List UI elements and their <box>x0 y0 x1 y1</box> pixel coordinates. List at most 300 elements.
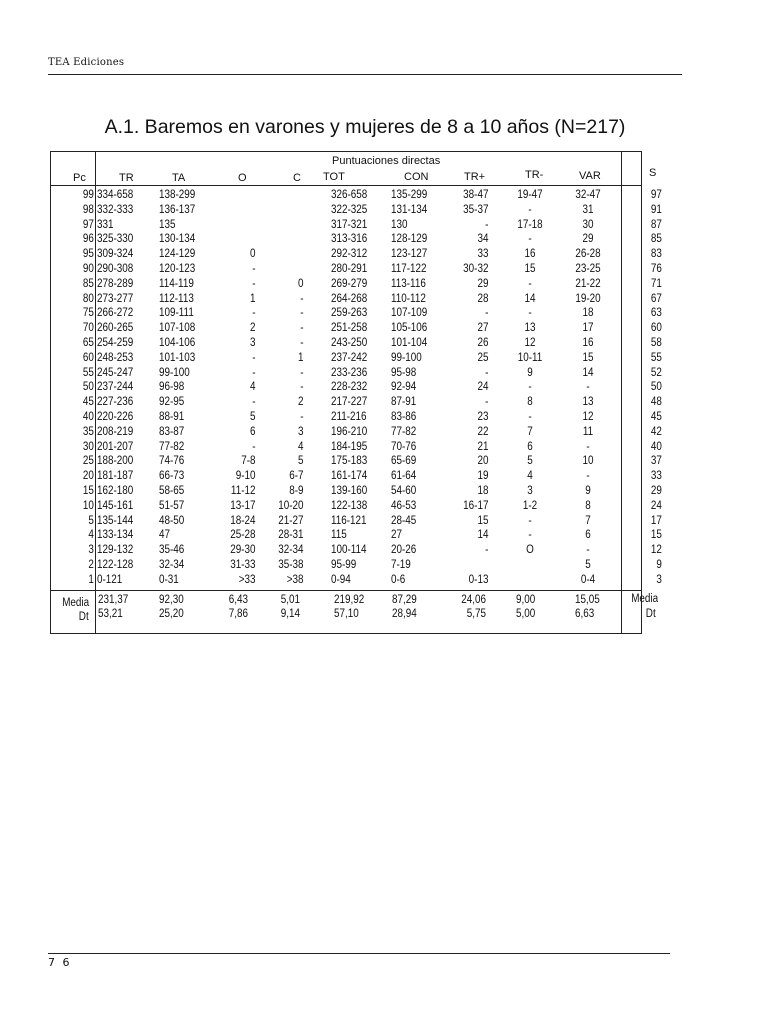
cell-tr: 325-330 <box>97 233 134 246</box>
media-label: Media <box>62 597 90 609</box>
cell-s: 60 <box>650 322 662 335</box>
cell-tot: 115 <box>331 529 347 542</box>
cell-con: 65-69 <box>391 455 417 468</box>
dt-value-tr: 53,21 <box>98 608 123 620</box>
cell-con: 28-45 <box>391 514 417 527</box>
cell-tot: 326-658 <box>331 189 368 201</box>
cell-trminus: - <box>528 203 532 216</box>
cell-ta: 124-129 <box>159 248 196 261</box>
cell-tot: 259-263 <box>331 307 368 320</box>
cell-tot: 217-227 <box>331 396 368 409</box>
s-media-label: Media <box>631 593 659 605</box>
cell-var: 5 <box>585 559 591 571</box>
cell-ta: 104-106 <box>159 337 196 349</box>
cell-o: - <box>252 307 256 320</box>
dt-value-ta: 25,20 <box>159 608 184 620</box>
cell-trminus: - <box>528 514 532 527</box>
media-value-tr: 231,37 <box>98 594 129 606</box>
cell-o: 29-30 <box>230 544 256 557</box>
cell-tot: 280-291 <box>331 263 368 275</box>
cell-ta: 120-123 <box>159 263 196 275</box>
cell-c: 4 <box>298 440 304 453</box>
cell-var: 15 <box>582 351 594 364</box>
footer-divider <box>50 590 642 591</box>
cell-ta: 47 <box>159 529 171 542</box>
cell-trminus: 12 <box>524 337 536 349</box>
cell-ta: 74-76 <box>159 455 185 468</box>
cell-s: 42 <box>650 425 662 438</box>
cell-c: - <box>300 337 304 349</box>
cell-o: - <box>252 351 256 364</box>
cell-pc: 2 <box>88 559 94 571</box>
cell-trminus: 16 <box>524 248 536 261</box>
cell-pc: 95 <box>82 248 94 261</box>
cell-trminus: 3 <box>527 485 533 497</box>
cell-trminus: 8 <box>527 396 533 409</box>
cell-trplus: 16-17 <box>462 499 488 512</box>
cell-s: 97 <box>650 189 662 201</box>
cell-con: 128-129 <box>391 233 428 246</box>
cell-tr: 290-308 <box>97 263 134 275</box>
cell-con: 54-60 <box>391 485 417 497</box>
cell-trminus: - <box>528 529 532 542</box>
cell-trplus: 15 <box>476 514 488 527</box>
cell-tr: 145-161 <box>97 499 134 512</box>
cell-trminus: 15 <box>524 263 536 275</box>
cell-s: 9 <box>656 559 662 571</box>
cell-con: 95-98 <box>391 366 417 379</box>
cell-tot: 95-99 <box>331 559 357 571</box>
s-dt-label: Dt <box>645 608 656 620</box>
cell-trminus: 13 <box>524 322 536 335</box>
cell-con: 101-104 <box>391 337 428 349</box>
cell-o: 9-10 <box>236 470 256 483</box>
dt-value-trminus: 5,00 <box>516 608 536 620</box>
cell-tot: 243-250 <box>331 337 368 349</box>
cell-tr: 0-121 <box>97 573 123 586</box>
cell-s: 48 <box>650 396 662 409</box>
cell-o: 31-33 <box>230 559 256 571</box>
col-header-var: VAR <box>579 170 601 182</box>
publisher-header: TEA Ediciones <box>48 57 125 68</box>
cell-o: - <box>252 263 256 275</box>
cell-c: 35-38 <box>278 559 304 571</box>
cell-tr: 135-144 <box>97 514 134 527</box>
cell-trminus: 6 <box>527 440 533 453</box>
cell-var: 7 <box>585 514 591 527</box>
cell-s: 37 <box>650 455 662 468</box>
cell-tot: 100-114 <box>331 544 367 557</box>
cell-con: 123-127 <box>391 248 428 261</box>
cell-trminus: - <box>528 277 532 290</box>
cell-trplus: 20 <box>476 455 488 468</box>
dt-value-o: 7,86 <box>228 608 248 620</box>
cell-trminus: 4 <box>527 470 533 483</box>
cell-s: 76 <box>650 263 662 275</box>
cell-ta: 136-137 <box>159 203 196 216</box>
cell-s: 83 <box>650 248 662 261</box>
cell-pc: 85 <box>82 277 94 290</box>
cell-var: - <box>586 381 590 394</box>
cell-trminus: 17-18 <box>517 218 543 231</box>
cell-trplus: 28 <box>476 292 488 305</box>
cell-var: - <box>586 440 590 453</box>
cell-con: 7-19 <box>391 559 411 571</box>
cell-s: 67 <box>650 292 662 305</box>
dt-value-var: 6,63 <box>575 608 595 620</box>
cell-pc: 5 <box>88 514 94 527</box>
cell-ta: 48-50 <box>159 514 185 527</box>
cell-trminus: - <box>528 233 532 246</box>
cell-tr: 332-333 <box>97 203 134 216</box>
cell-pc: 80 <box>82 292 94 305</box>
cell-c: 6-7 <box>289 470 304 483</box>
cell-ta: 32-34 <box>159 559 185 571</box>
cell-tr: 254-259 <box>97 337 134 349</box>
cell-tot: 264-268 <box>331 292 368 305</box>
cell-c: - <box>300 307 304 320</box>
cell-ta: 109-111 <box>159 307 194 320</box>
cell-ta: 58-65 <box>159 485 185 497</box>
cell-tr: 245-247 <box>97 366 134 379</box>
cell-tot: 175-183 <box>331 455 368 468</box>
cell-o: 25-28 <box>230 529 256 542</box>
cell-tr: 237-244 <box>97 381 134 394</box>
cell-o: 4 <box>250 381 256 394</box>
cell-tot: 317-321 <box>331 218 368 231</box>
cell-c: - <box>300 292 304 305</box>
cell-con: 113-116 <box>391 277 426 290</box>
col-header-c: C <box>293 172 301 184</box>
cell-tot: 251-258 <box>331 322 368 335</box>
cell-tr: 133-134 <box>97 529 134 542</box>
cell-s: 33 <box>650 470 662 483</box>
cell-trplus: 27 <box>476 322 488 335</box>
cell-ta: 107-108 <box>159 322 196 335</box>
cell-s: 63 <box>650 307 662 320</box>
cell-c: 8-9 <box>289 485 304 497</box>
media-value-var: 15,05 <box>575 594 600 606</box>
cell-o: 13-17 <box>230 499 256 512</box>
cell-con: 77-82 <box>391 425 417 438</box>
cell-ta: 114-119 <box>159 277 194 290</box>
cell-var: 6 <box>585 529 591 542</box>
cell-tr: 273-277 <box>97 292 134 305</box>
cell-var: 26-28 <box>575 248 601 261</box>
cell-pc: 96 <box>82 233 94 246</box>
cell-trplus: - <box>484 218 488 231</box>
cell-var: 31 <box>582 203 594 216</box>
dt-value-trplus: 5,75 <box>466 608 486 620</box>
media-value-tot: 219,92 <box>334 594 365 606</box>
cell-trplus: 14 <box>476 529 488 542</box>
cell-o: 2 <box>250 322 256 335</box>
cell-o: 0 <box>250 248 256 261</box>
cell-tr: 220-226 <box>97 411 134 423</box>
cell-con: 131-134 <box>391 203 428 216</box>
cell-trplus: 0-13 <box>468 573 488 586</box>
cell-ta: 130-134 <box>159 233 196 246</box>
cell-c: - <box>300 322 304 335</box>
cell-var: 12 <box>582 411 594 423</box>
cell-con: 27 <box>391 529 403 542</box>
cell-con: 92-94 <box>391 381 417 394</box>
cell-trplus: 33 <box>476 248 488 261</box>
cell-con: 107-109 <box>391 307 428 320</box>
cell-con: 61-64 <box>391 470 417 483</box>
cell-pc: 30 <box>82 440 94 453</box>
cell-tr: 278-289 <box>97 277 134 290</box>
cell-trminus: 14 <box>524 292 536 305</box>
cell-tr: 266-272 <box>97 307 134 320</box>
cell-con: 46-53 <box>391 499 417 512</box>
group-header: Puntuaciones directas <box>332 155 441 167</box>
col-header-s: S <box>649 167 657 179</box>
cell-o: 11-12 <box>231 485 256 497</box>
cell-pc: 20 <box>82 470 94 483</box>
cell-trplus: 34 <box>476 233 488 246</box>
cell-trplus: 21 <box>476 440 488 453</box>
cell-var: 9 <box>585 485 591 497</box>
cell-tr: 227-236 <box>97 396 134 409</box>
cell-var: 14 <box>582 366 594 379</box>
cell-c: 1 <box>298 351 304 364</box>
col-header-tr: TR <box>119 172 134 184</box>
media-value-trplus: 24,06 <box>461 594 486 606</box>
cell-o: 3 <box>250 337 256 349</box>
cell-tot: 228-232 <box>331 381 368 394</box>
cell-trminus: - <box>528 411 532 423</box>
cell-c: 32-34 <box>278 544 304 557</box>
cell-tr: 309-324 <box>97 248 134 261</box>
cell-tr: 201-207 <box>97 440 134 453</box>
cell-var: - <box>586 470 590 483</box>
cell-c: 2 <box>298 396 304 409</box>
cell-c: - <box>300 366 304 379</box>
col-header-con: CON <box>404 171 429 183</box>
col-header-trminus: TR- <box>525 169 544 181</box>
cell-c: 0 <box>298 277 304 290</box>
cell-trplus: 26 <box>476 337 488 349</box>
cell-tot: 0-94 <box>331 573 351 586</box>
cell-pc: 99 <box>82 189 94 201</box>
cell-o: - <box>252 396 256 409</box>
cell-ta: 112-113 <box>159 292 194 305</box>
cell-c: 5 <box>298 455 304 468</box>
cell-trminus: 19-47 <box>517 189 543 201</box>
cell-o: - <box>252 366 256 379</box>
cell-trminus: - <box>528 381 532 394</box>
cell-tr: 334-658 <box>97 189 134 201</box>
cell-var: 17 <box>582 322 594 335</box>
cell-trminus: 10-11 <box>517 351 543 364</box>
col-header-pc: Pc <box>73 172 86 184</box>
media-value-trminus: 9,00 <box>516 594 536 606</box>
cell-trplus: 25 <box>476 351 488 364</box>
cell-ta: 135 <box>159 218 176 231</box>
cell-ta: 96-98 <box>159 381 185 394</box>
cell-var: 30 <box>582 218 594 231</box>
cell-tot: 184-195 <box>331 440 368 453</box>
cell-pc: 55 <box>82 366 94 379</box>
dt-label: Dt <box>78 611 89 623</box>
cell-con: 83-86 <box>391 411 417 423</box>
cell-trplus: - <box>484 544 488 557</box>
cell-s: 24 <box>650 499 662 512</box>
cell-var: 13 <box>582 396 594 409</box>
cell-pc: 45 <box>82 396 94 409</box>
cell-tot: 116-121 <box>331 514 367 527</box>
cell-s: 12 <box>650 544 662 557</box>
cell-o: 6 <box>250 425 256 438</box>
col-header-trplus: TR+ <box>464 171 486 183</box>
cell-o: 5 <box>250 411 256 423</box>
cell-tot: 196-210 <box>331 425 368 438</box>
cell-trplus: - <box>484 396 488 409</box>
cell-tr: 260-265 <box>97 322 134 335</box>
cell-trminus: O <box>526 544 534 557</box>
cell-c: - <box>300 381 304 394</box>
cell-o: - <box>252 277 256 290</box>
dt-value-con: 28,94 <box>392 608 417 620</box>
media-value-c: 5,01 <box>280 594 300 606</box>
cell-trplus: 35-37 <box>462 203 488 216</box>
cell-tot: 139-160 <box>331 485 368 497</box>
cell-tot: 233-236 <box>331 366 368 379</box>
cell-pc: 4 <box>88 529 94 542</box>
cell-trplus: - <box>484 307 488 320</box>
cell-ta: 77-82 <box>159 440 185 453</box>
cell-var: 29 <box>582 233 594 246</box>
cell-pc: 3 <box>88 544 94 557</box>
cell-s: 17 <box>650 514 662 527</box>
page-number: 7 6 <box>48 956 72 969</box>
cell-o: - <box>252 440 256 453</box>
cell-var: 19-20 <box>575 292 601 305</box>
cell-var: 32-47 <box>575 189 601 201</box>
cell-tot: 237-242 <box>331 351 368 364</box>
cell-c: 28-31 <box>278 529 304 542</box>
cell-pc: 25 <box>82 455 94 468</box>
dt-value-tot: 57,10 <box>334 608 359 620</box>
cell-con: 117-122 <box>391 263 427 275</box>
cell-var: 10 <box>582 455 594 468</box>
cell-trminus: 7 <box>527 425 533 438</box>
cell-pc: 15 <box>82 485 94 497</box>
cell-s: 71 <box>650 277 662 290</box>
cell-con: 135-299 <box>391 189 428 201</box>
dt-value-c: 9,14 <box>280 608 300 620</box>
cell-tot: 269-279 <box>331 277 368 290</box>
col-header-o: O <box>238 172 247 184</box>
cell-tr: 188-200 <box>97 455 134 468</box>
cell-trplus: 29 <box>476 277 488 290</box>
cell-var: 21-22 <box>575 277 601 290</box>
cell-var: 18 <box>582 307 594 320</box>
cell-var: - <box>586 544 590 557</box>
cell-ta: 88-91 <box>159 411 185 423</box>
cell-o: 1 <box>250 292 256 305</box>
cell-trminus: 1-2 <box>522 499 538 512</box>
header-rule <box>48 74 682 75</box>
cell-tr: 331 <box>97 218 114 231</box>
cell-trplus: 19 <box>476 470 488 483</box>
cell-c: 3 <box>298 425 304 438</box>
cell-tot: 313-316 <box>331 233 368 246</box>
cell-o: >33 <box>239 573 256 586</box>
cell-trminus: - <box>528 307 532 320</box>
cell-pc: 98 <box>82 203 94 216</box>
cell-o: 7-8 <box>241 455 256 468</box>
cell-ta: 66-73 <box>159 470 185 483</box>
cell-tr: 181-187 <box>97 470 134 483</box>
cell-trplus: 23 <box>476 411 488 423</box>
cell-pc: 65 <box>82 337 94 349</box>
cell-tr: 162-180 <box>97 485 134 497</box>
media-value-o: 6,43 <box>228 594 248 606</box>
cell-s: 15 <box>650 529 662 542</box>
col-header-ta: TA <box>172 172 186 184</box>
cell-tot: 211-216 <box>331 411 367 423</box>
cell-s: 52 <box>650 366 662 379</box>
cell-c: 21-27 <box>278 514 304 527</box>
cell-s: 50 <box>650 381 662 394</box>
media-value-con: 87,29 <box>392 594 417 606</box>
cell-pc: 60 <box>82 351 94 364</box>
cell-trminus: 9 <box>527 366 533 379</box>
cell-ta: 101-103 <box>159 351 196 364</box>
cell-s: 87 <box>650 218 662 231</box>
header-divider <box>50 185 642 186</box>
cell-var: 16 <box>582 337 594 349</box>
cell-pc: 35 <box>82 425 94 438</box>
cell-con: 105-106 <box>391 322 428 335</box>
cell-tr: 208-219 <box>97 425 134 438</box>
cell-con: 70-76 <box>391 440 417 453</box>
cell-con: 130 <box>391 218 408 231</box>
cell-ta: 83-87 <box>159 425 185 438</box>
col-header-tot: TOT <box>323 171 345 183</box>
cell-ta: 138-299 <box>159 189 196 201</box>
cell-c: >38 <box>287 573 304 586</box>
cell-trplus: 24 <box>476 381 488 394</box>
cell-s: 58 <box>650 337 662 349</box>
cell-s: 91 <box>650 203 662 216</box>
cell-tot: 292-312 <box>331 248 368 261</box>
cell-trplus: 38-47 <box>462 189 488 201</box>
cell-tr: 248-253 <box>97 351 134 364</box>
cell-con: 99-100 <box>391 351 422 364</box>
cell-ta: 99-100 <box>159 366 190 379</box>
table-title: A.1. Baremos en varones y mujeres de 8 a 10 años (N=217) <box>104 116 626 138</box>
cell-s: 3 <box>656 573 662 586</box>
cell-con: 87-91 <box>391 396 417 409</box>
cell-con: 110-112 <box>391 292 426 305</box>
cell-con: 20-26 <box>391 544 417 557</box>
cell-con: 0-6 <box>391 573 406 586</box>
cell-pc: 90 <box>82 263 94 275</box>
cell-trplus: 30-32 <box>462 263 488 275</box>
cell-c: - <box>300 411 304 423</box>
cell-tot: 322-325 <box>331 203 368 216</box>
cell-s: 29 <box>650 485 662 497</box>
cell-trplus: - <box>484 366 488 379</box>
cell-s: 45 <box>650 411 662 423</box>
cell-tr: 122-128 <box>97 559 134 571</box>
cell-pc: 50 <box>82 381 94 394</box>
cell-pc: 1 <box>88 573 94 586</box>
cell-s: 40 <box>650 440 662 453</box>
